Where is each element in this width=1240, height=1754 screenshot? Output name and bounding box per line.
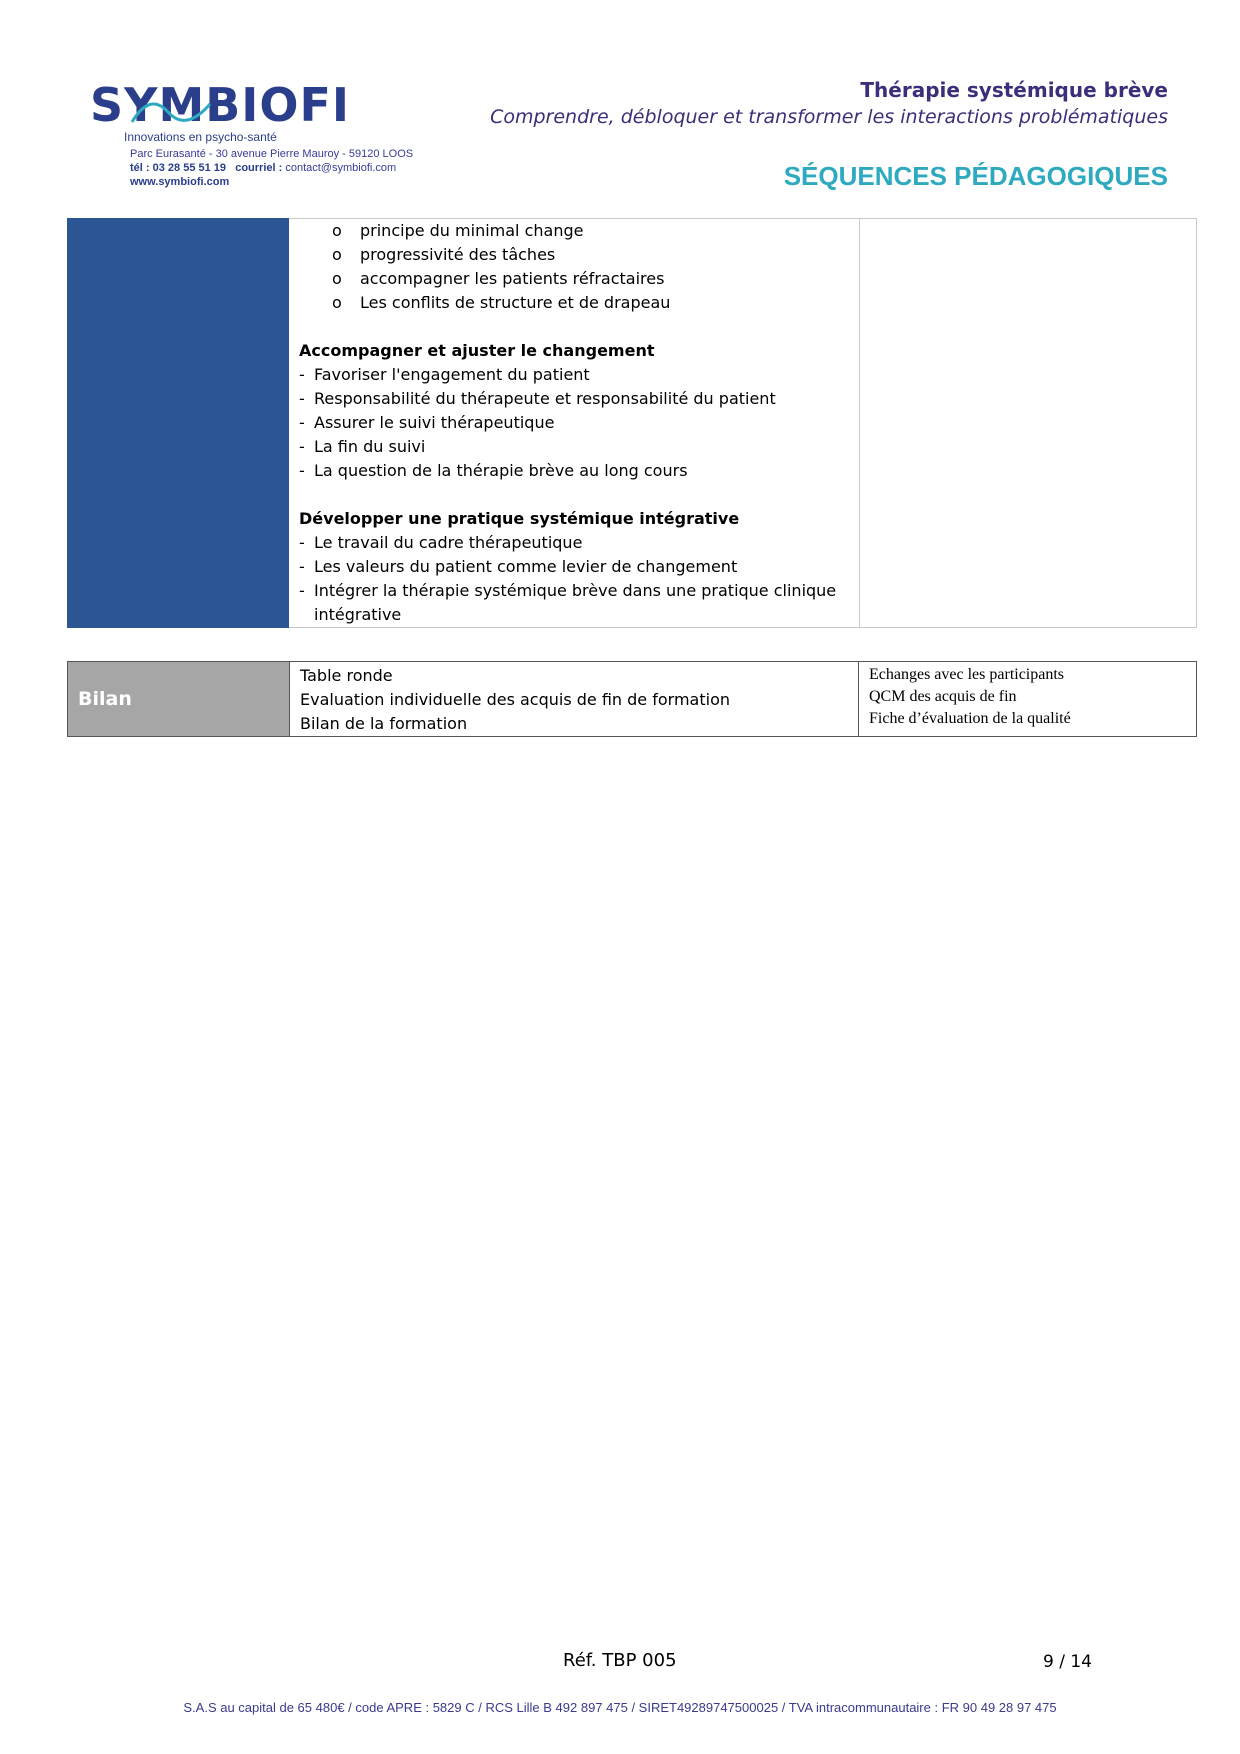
email-value: contact@symbiofi.com: [285, 162, 397, 174]
company-address-block: [130, 147, 413, 189]
symbiofi-logo: [90, 78, 351, 144]
tel-label: tél :: [130, 162, 150, 174]
section-heading: Accompagner et ajuster le changement: [299, 341, 655, 360]
list-item: - La question de la thérapie brève au long cours: [299, 459, 849, 483]
list-item: Bilan de la formation: [300, 714, 468, 733]
bilan-contents-cell: [290, 662, 859, 737]
list-item: Echanges avec les participants: [869, 666, 1065, 683]
module-methods-cell: [860, 219, 1197, 628]
document-subtitle: Comprendre, débloquer et transformer les interactions problématiques: [490, 106, 1168, 128]
website-link: www.symbiofi.com: [130, 176, 230, 188]
sub-item-list: [299, 219, 849, 315]
list-item: - La fin du suivi: [299, 435, 849, 459]
list-item: Evaluation individuelle des acquis de fin de formation: [300, 690, 730, 709]
list-item: - Assurer le suivi thérapeutique: [299, 411, 849, 435]
contact-line: [130, 161, 413, 175]
section-heading: Développer une pratique systémique intégrative: [299, 509, 740, 528]
email-label: courriel :: [235, 162, 283, 174]
list-item: o principe du minimal change: [332, 219, 849, 243]
list-item: o progressivité des tâches: [332, 243, 849, 267]
document-title: Thérapie systémique brève: [860, 78, 1168, 102]
module-content-cell: [289, 219, 860, 628]
dash-list: [299, 531, 849, 627]
list-item: - Les valeurs du patient comme levier de changement: [299, 555, 849, 579]
logo-tagline: Innovations en psycho-santé: [124, 130, 277, 144]
list-item: - Favoriser l'engagement du patient: [299, 363, 849, 387]
section-title: SÉQUENCES PÉDAGOGIQUES: [783, 161, 1168, 191]
tel-value: 03 28 55 51 19: [152, 162, 227, 174]
list-item: o accompagner les patients réfractaires: [332, 267, 849, 291]
bilan-methods-cell: [859, 662, 1197, 737]
list-item: Fiche d’évaluation de la qualité: [869, 710, 1071, 727]
bilan-table: [67, 661, 1197, 737]
list-item: o Les conflits de structure et de drapeau: [332, 291, 849, 315]
bilan-label: Bilan: [68, 662, 290, 737]
document-reference: Réf. TBP 005: [563, 1650, 677, 1671]
address-line: Parc Eurasanté - 30 avenue Pierre Mauroy - 59120 LOOS: [130, 148, 414, 160]
legal-footer: S.A.S au capital de 65 480€ / code APRE : 5829 C / RCS Lille B 492 897 475 / SIRET49289747500025 / TVA intracommunautaire : FR 90 49 28 97 475: [183, 1700, 1057, 1715]
module-color-cell: [68, 219, 289, 628]
list-item: Table ronde: [300, 666, 393, 685]
logo-wordmark: SYMBIOFI: [90, 78, 351, 132]
list-item: - Intégrer la thérapie systémique brève dans une pratique clinique intégrative: [299, 579, 849, 627]
program-table: [67, 218, 1197, 628]
list-item: QCM des acquis de fin: [869, 688, 1017, 705]
list-item: - Le travail du cadre thérapeutique: [299, 531, 849, 555]
list-item: - Responsabilité du thérapeute et responsabilité du patient: [299, 387, 849, 411]
page-number: 9 / 14: [1043, 1652, 1092, 1672]
dash-list: [299, 363, 849, 483]
logo-swoosh-icon: [130, 92, 220, 132]
